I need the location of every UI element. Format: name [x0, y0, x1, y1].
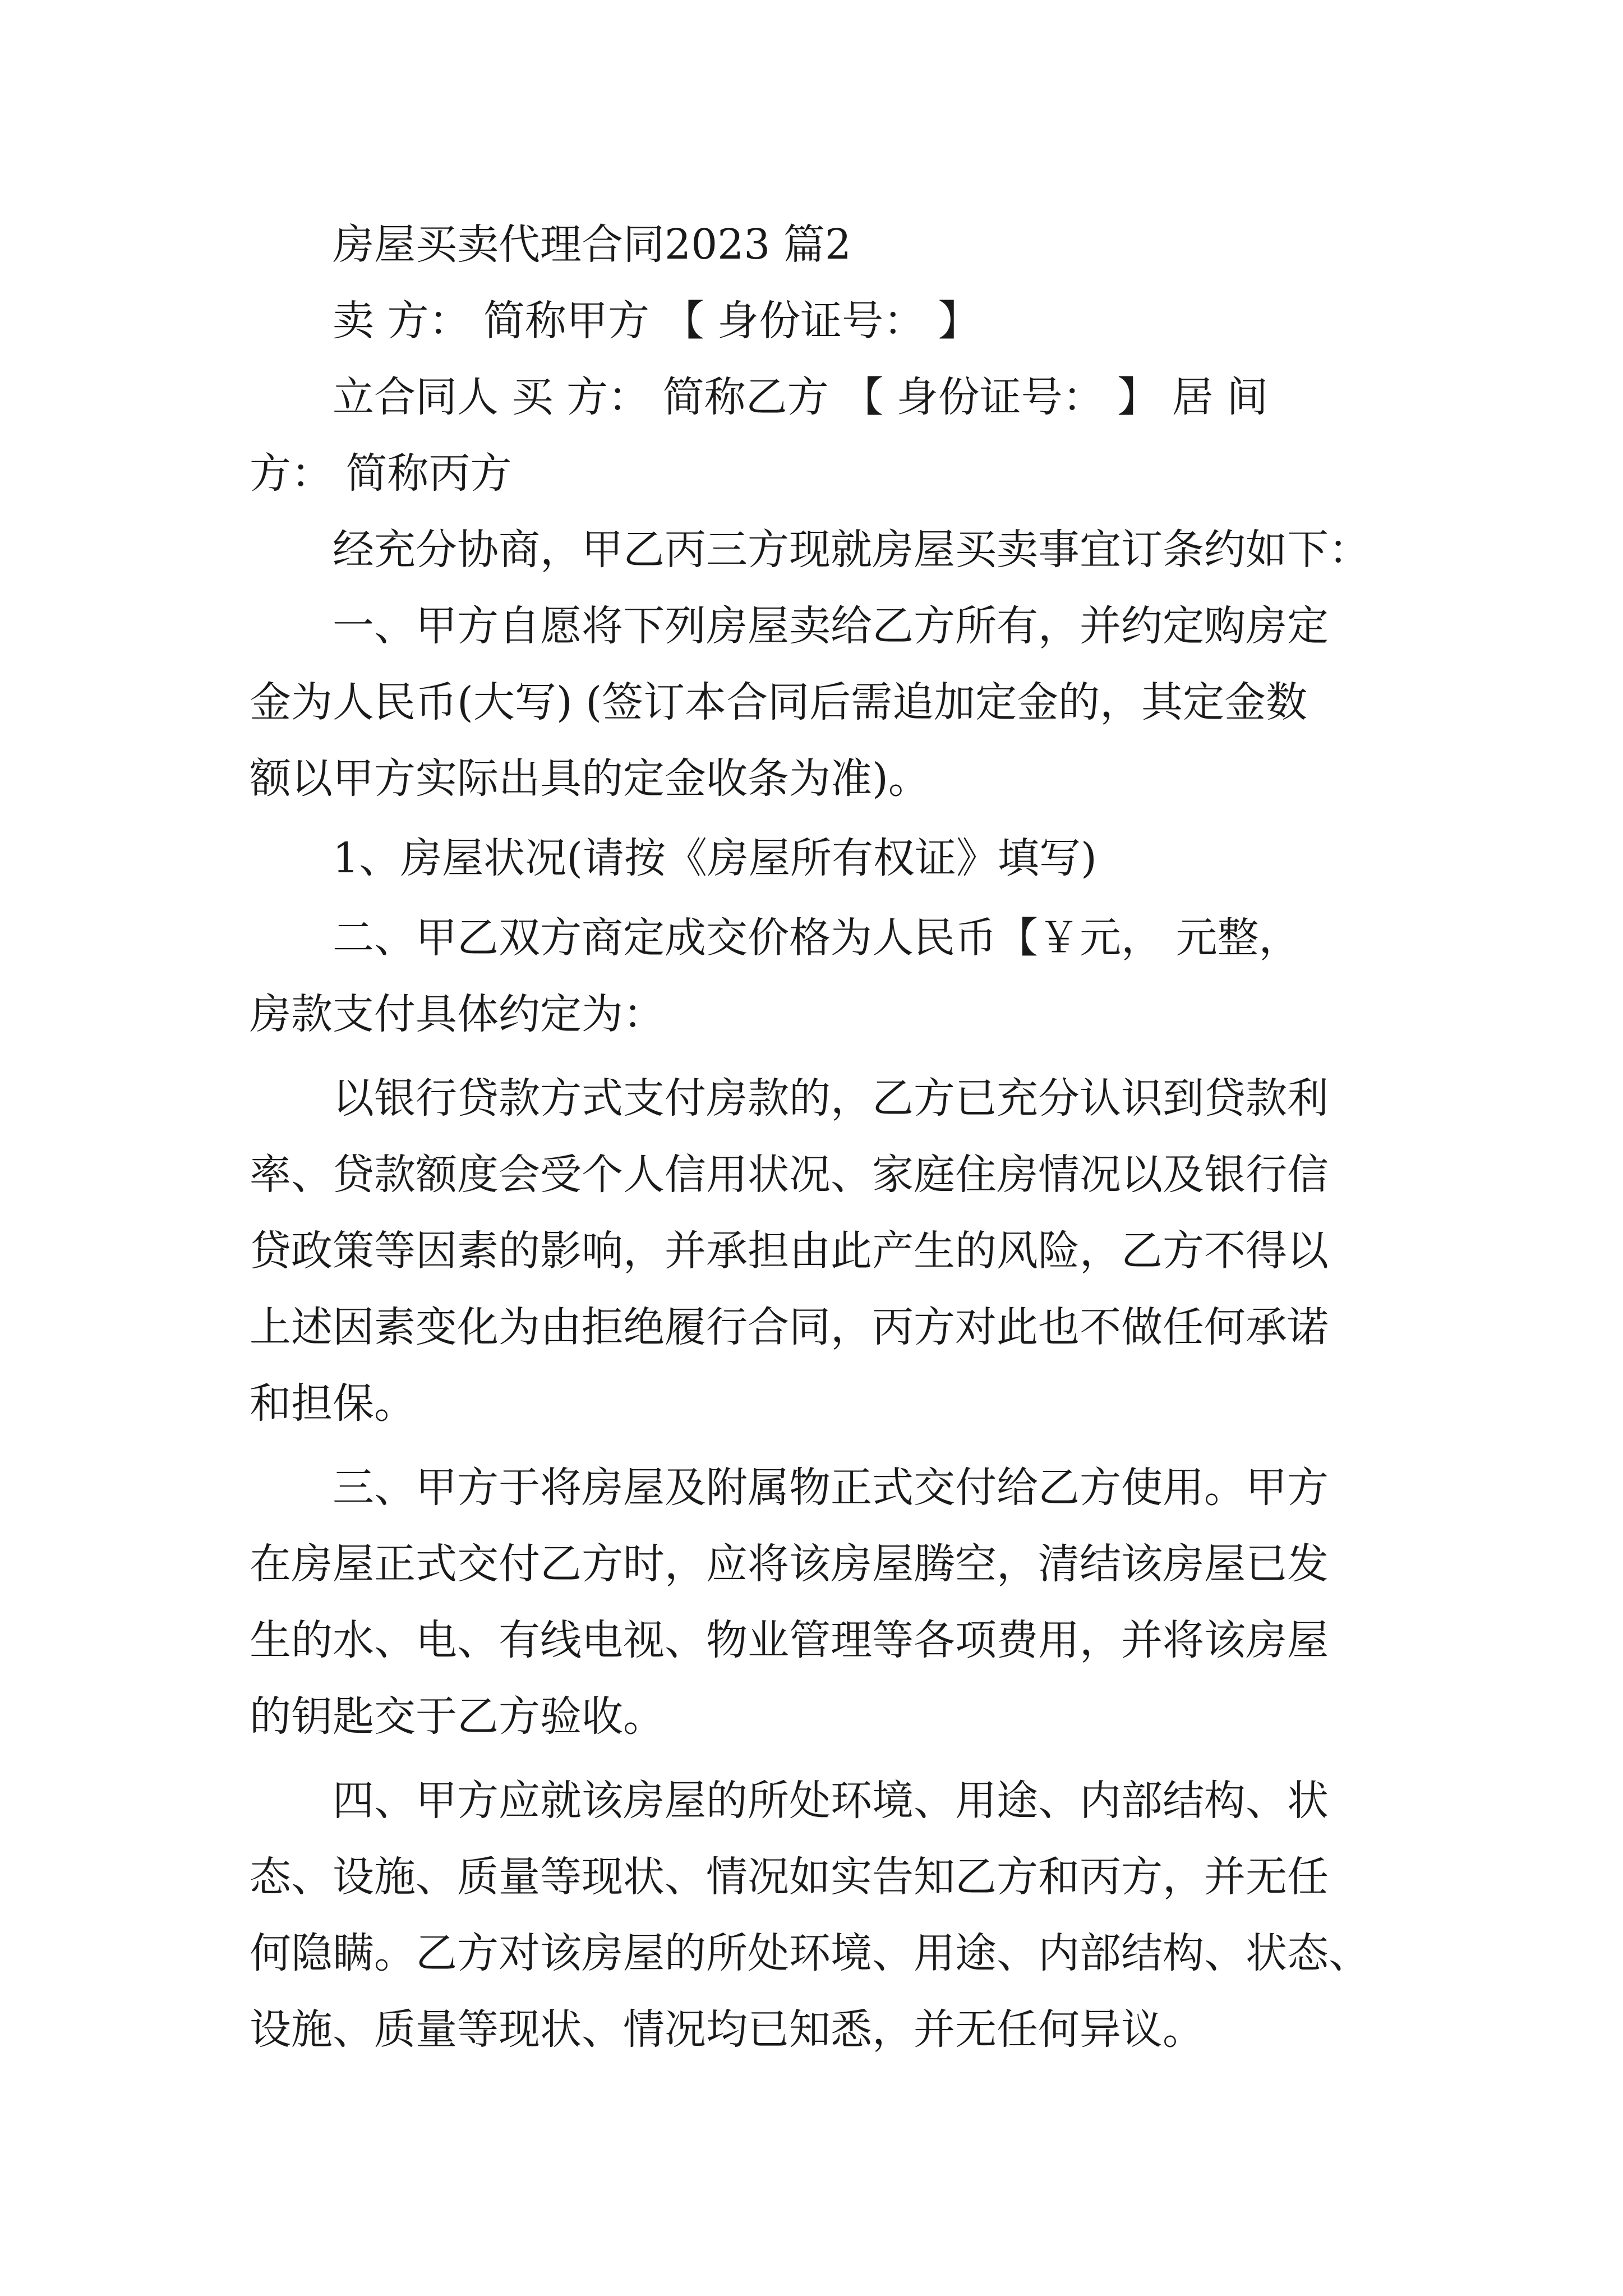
paragraph-line: 额以甲方实际出具的定金收条为准)。 — [250, 754, 930, 803]
document-title: 房屋买卖代理合同2023 篇2 — [333, 220, 851, 269]
paragraph-line: 上述因素变化为由拒绝履行合同，丙方对此也不做任何承诺 — [250, 1303, 1329, 1351]
paragraph-line: 的钥匙交于乙方验收。 — [250, 1692, 665, 1741]
paragraph-line: 金为人民币(大写) (签订本合同后需追加定金的，其定金数 — [250, 678, 1308, 726]
paragraph-line: 房款支付具体约定为： — [250, 990, 665, 1038]
paragraph-line: 一、甲方自愿将下列房屋卖给乙方所有，并约定购房定 — [333, 602, 1329, 650]
paragraph-line: 以银行贷款方式支付房款的，乙方已充分认识到贷款利 — [333, 1074, 1329, 1122]
paragraph-line: 态、设施、质量等现状、情况如实告知乙方和丙方，并无任 — [250, 1853, 1329, 1901]
loan-payment-paragraph — [250, 1060, 1377, 1442]
house-status-item: 1、房屋状况(请按《房屋所有权证》填写) — [333, 834, 1097, 882]
paragraph-line: 四、甲方应就该房屋的所处环境、用途、内部结构、状 — [333, 1777, 1329, 1825]
paragraph-parties — [250, 359, 1377, 512]
clause-2 — [250, 900, 1377, 1052]
paragraph-line: 二、甲乙双方商定成交价格为人民币【￥元， 元整， — [333, 914, 1301, 962]
paragraph-line: 立合同人 买 方： 简称乙方 【 身份证号： 】 居 间 — [333, 373, 1269, 421]
paragraph-line: 设施、质量等现状、情况均已知悉，并无任何异议。 — [250, 2005, 1204, 2054]
paragraph-intro: 经充分协商，甲乙丙三方现就房屋买卖事宜订条约如下： — [333, 526, 1370, 574]
paragraph-line: 生的水、电、有线电视、物业管理等各项费用，并将该房屋 — [250, 1616, 1329, 1664]
paragraph-line: 率、贷款额度会受个人信用状况、家庭住房情况以及银行信 — [250, 1151, 1329, 1199]
paragraph-seller: 卖 方： 简称甲方 【 身份证号： 】 — [333, 297, 980, 345]
paragraph-line: 何隐瞒。乙方对该房屋的所处环境、用途、内部结构、状态、 — [250, 1929, 1370, 1977]
clause-4 — [250, 1763, 1377, 2068]
paragraph-line: 在房屋正式交付乙方时，应将该房屋腾空，清结该房屋已发 — [250, 1540, 1329, 1588]
paragraph-line: 方： 简称丙方 — [250, 449, 512, 498]
document-body — [250, 206, 1377, 2068]
paragraph-line: 三、甲方于将房屋及附属物正式交付给乙方使用。甲方 — [333, 1464, 1329, 1512]
paragraph-line: 贷政策等因素的影响，并承担由此产生的风险，乙方不得以 — [250, 1227, 1329, 1275]
paragraph-line: 和担保。 — [250, 1379, 416, 1428]
clause-3 — [250, 1450, 1377, 1755]
clause-1 — [250, 588, 1377, 817]
